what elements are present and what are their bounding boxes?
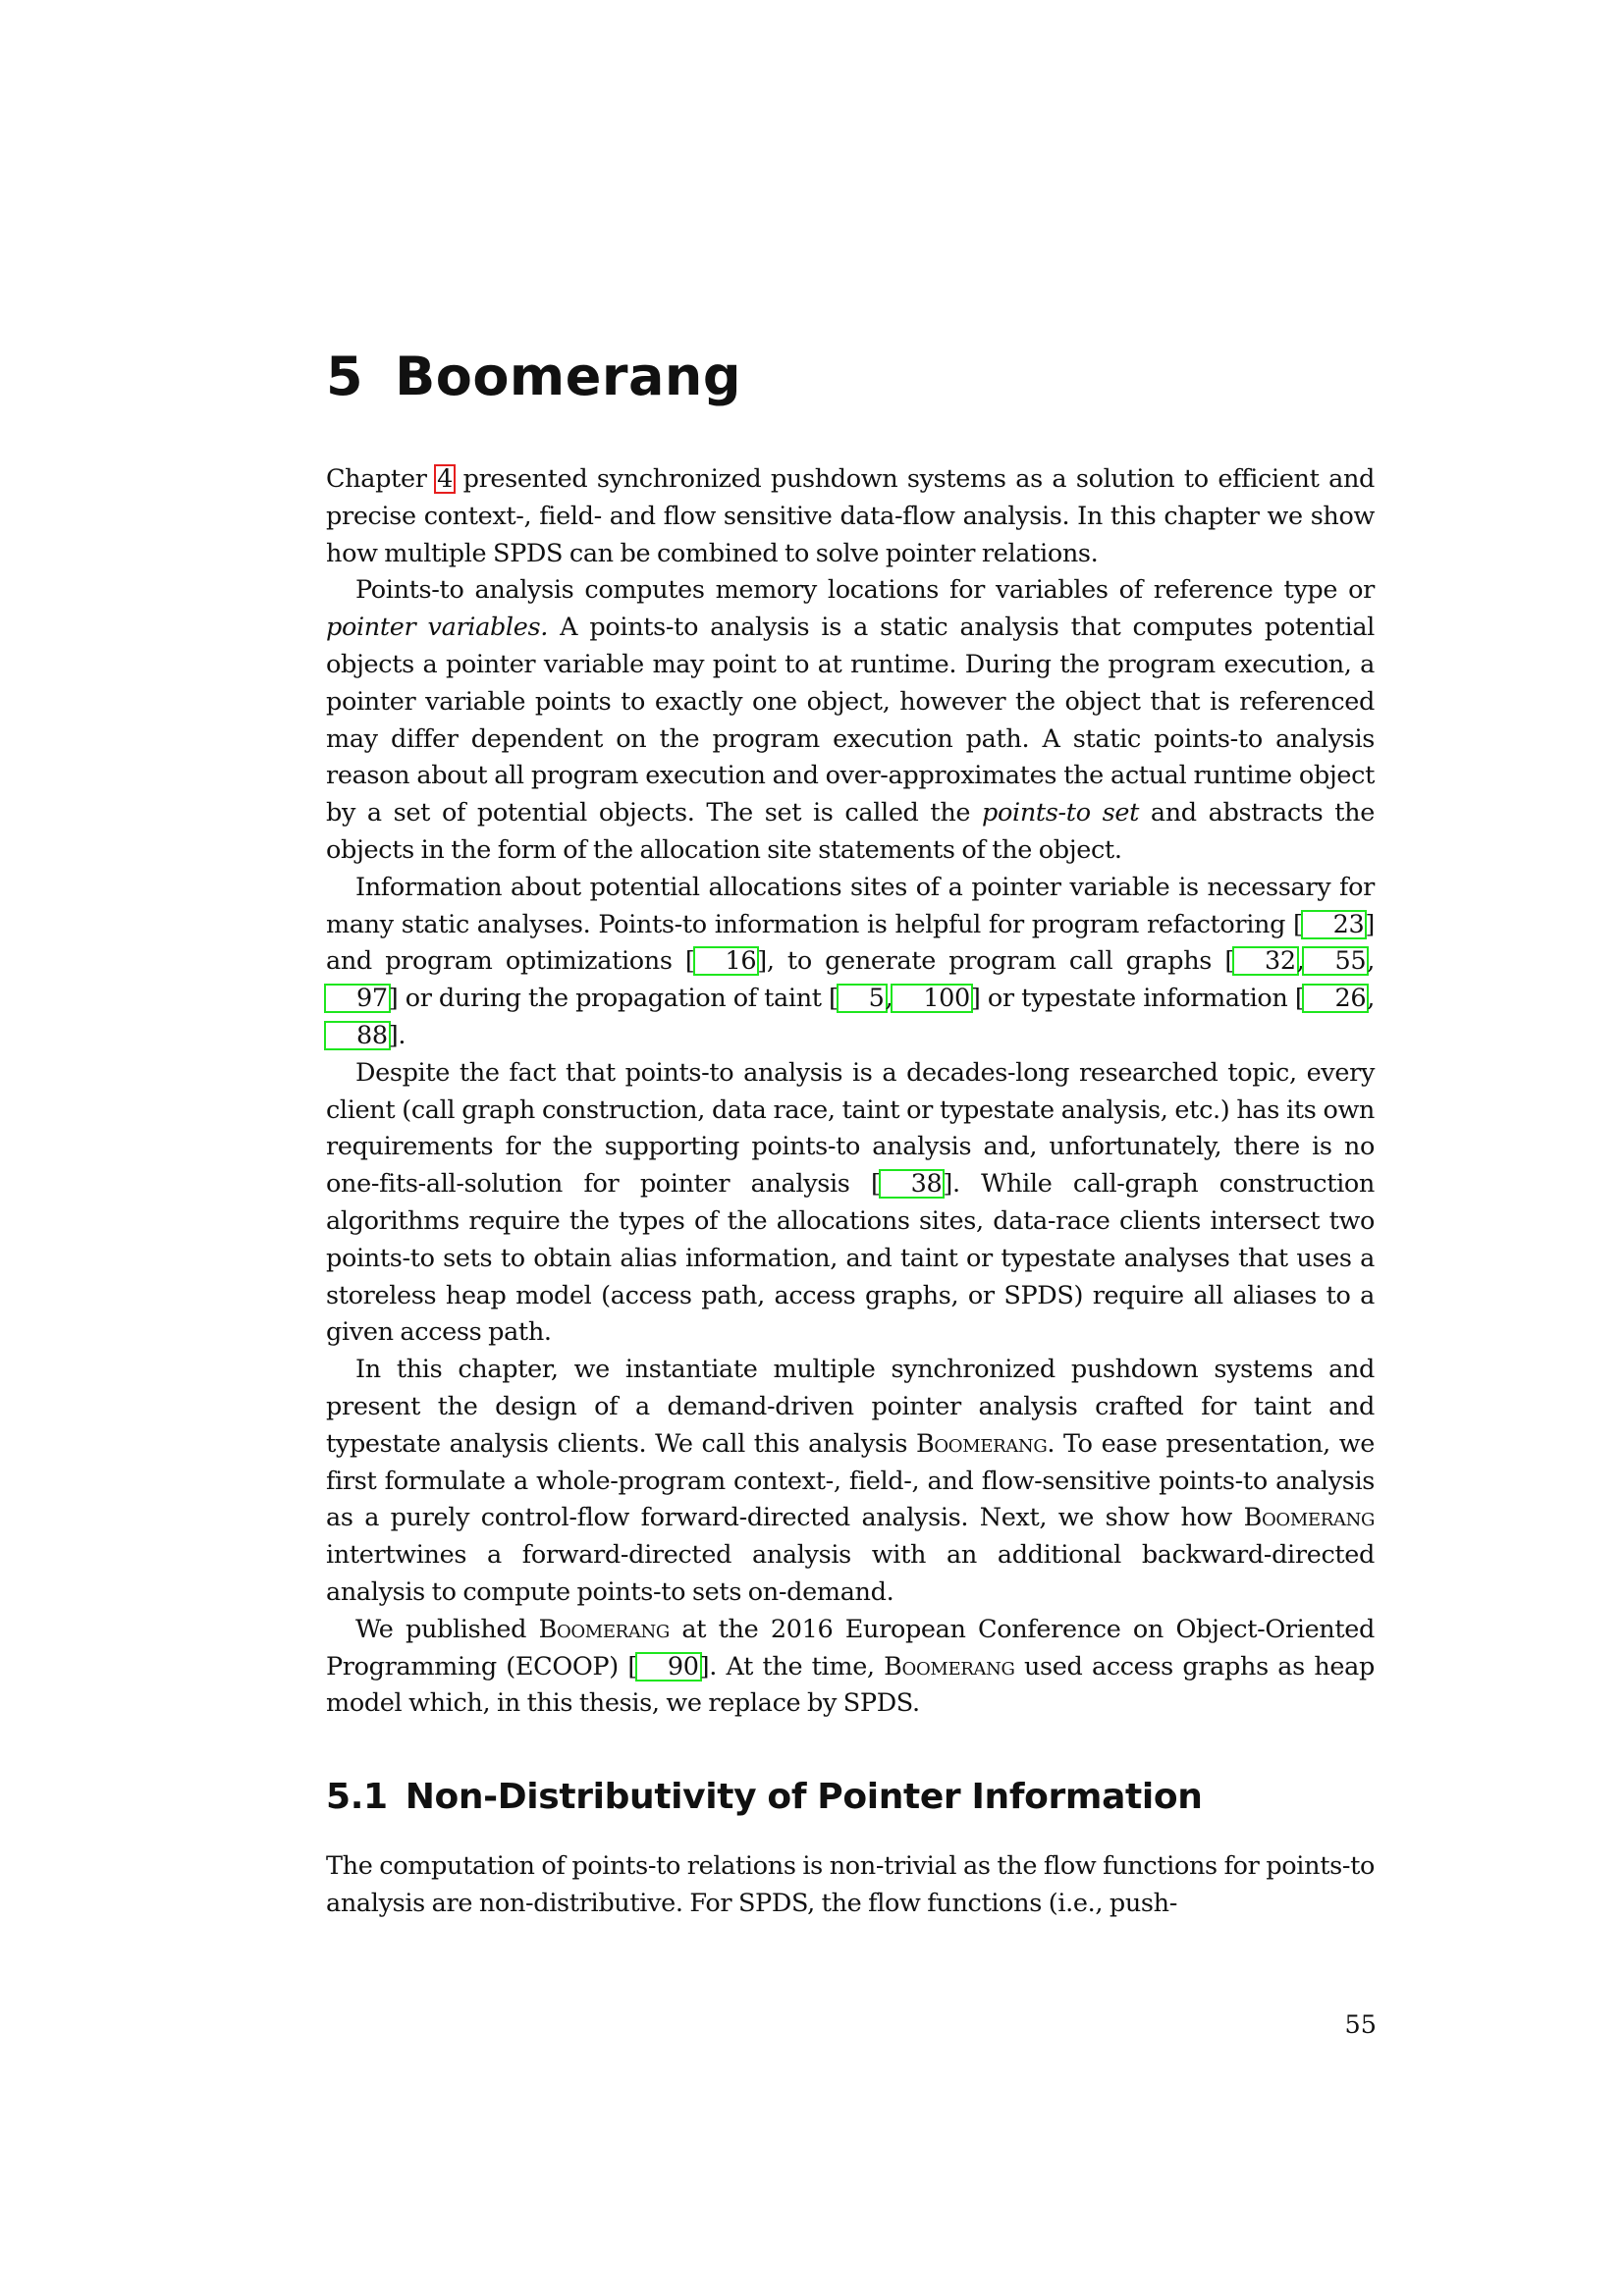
emphasis-pointer-variables: pointer variables.	[326, 613, 548, 643]
section-number: 5.1	[326, 1777, 388, 1818]
boomerang-name: Boomerang	[884, 1651, 1015, 1682]
boomerang-name: Boomerang	[538, 1614, 670, 1644]
section-title-text: Non-Distributivity of Pointer Information	[405, 1777, 1203, 1818]
page-content	[326, 346, 1375, 1923]
citation-link[interactable]: 38	[881, 1171, 944, 1197]
citation-link[interactable]: 26	[1304, 986, 1367, 1011]
emphasis-points-to-set: points-to set	[982, 798, 1139, 828]
chapter-ref-link[interactable]: 4	[437, 464, 454, 494]
citation-link[interactable]: 100	[893, 986, 971, 1011]
paragraph-2: Points-to analysis computes memory locations for variables of reference type or pointer variables. A points-to analysis is a static analysis that computes potential objects a pointer variable may point to at runtime. During the program execution, a pointer variable points to exactly one object, however the object that is referenced may differ dependent on the program execution path. A static points-to analysis reason about all program execution and over-approximates the actual runtime object by a set of potential objects. The set is called the points-to set and abstracts the objects in the form of the allocation site statements of the object.	[326, 575, 1375, 865]
citation-link[interactable]: 5	[839, 986, 886, 1011]
paragraph-4: Despite the fact that points-to analysis is a decades-long researched topic, every client (call graph construction, data race, taint or typestate analysis, etc.) has its own requirements for the supporting points-to analysis and, unfortunately, there is no one-fits-all-solution for pointer analysis [ 38]. While call-graph construction algorithms require the types of the allocations sites, data-race clients intersect two points-to sets to obtain alias information, and taint or typestate analyses that uses a storeless heap model (access path, access graphs, or SPDS) require all aliases to a given access path.	[326, 1057, 1375, 1348]
section-title	[326, 1776, 1375, 1819]
citation-link[interactable]: 23	[1303, 912, 1366, 937]
citation-link[interactable]: 90	[637, 1654, 700, 1680]
citation-link[interactable]: 55	[1304, 948, 1367, 974]
page-number: 55	[1344, 2010, 1377, 2040]
boomerang-name: Boomerang	[1243, 1503, 1375, 1533]
citation-link[interactable]: 88	[326, 1023, 389, 1048]
boomerang-name: Boomerang	[916, 1428, 1048, 1459]
paragraph-7: The computation of points-to relations is non-trivial as the flow functions for points-to analysis are non-distributive. For SPDS, the flow functions (i.e., push-	[326, 1851, 1375, 1918]
paragraph-5: In this chapter, we instantiate multiple synchronized pushdown systems and present the design of a demand-driven pointer analysis crafted for taint and typestate analysis clients. We call this analysis Boomerang. To ease presentation, we first formulate a whole-program context-, field-, and flow-sensitive points-to analysis as a purely control-flow forward-directed analysis. Next, we show how Boomerang intertwines a forward-directed analysis with an additional backward-directed analysis to compute points-to sets on-demand.	[326, 1355, 1376, 1607]
chapter-title-text: Boomerang	[395, 346, 741, 407]
paragraph-3: Information about potential allocations sites of a pointer variable is necessary for many static analyses. Points-to information is helpful for program refactoring [ 23] and program optimizations [ 16], to generate program call graphs [ 32, 55, 97] or during the propagation of taint [ 5, 100] or typestate information [ 26,88].	[326, 872, 1375, 1050]
citation-link[interactable]: 16	[695, 948, 758, 974]
chapter-number: 5	[326, 346, 364, 407]
citation-link[interactable]: 32	[1234, 948, 1297, 974]
chapter-title	[326, 346, 1375, 408]
body-text	[326, 461, 1375, 1923]
paragraph-1: Chapter 4 presented synchronized pushdown systems as a solution to efficient and precise context-, field- and flow sensitive data-flow analysis. In this chapter we show how multiple SPDS can be combined to solve pointer relations.	[326, 464, 1375, 568]
citation-link[interactable]: 97	[326, 986, 389, 1011]
paragraph-6: We published Boomerang at the 2016 European Conference on Object-Oriented Programming (ECOOP) [ 90]. At the time, Boomerang used access graphs as heap model which, in this thesis, we replace by SPDS.	[326, 1614, 1375, 1719]
